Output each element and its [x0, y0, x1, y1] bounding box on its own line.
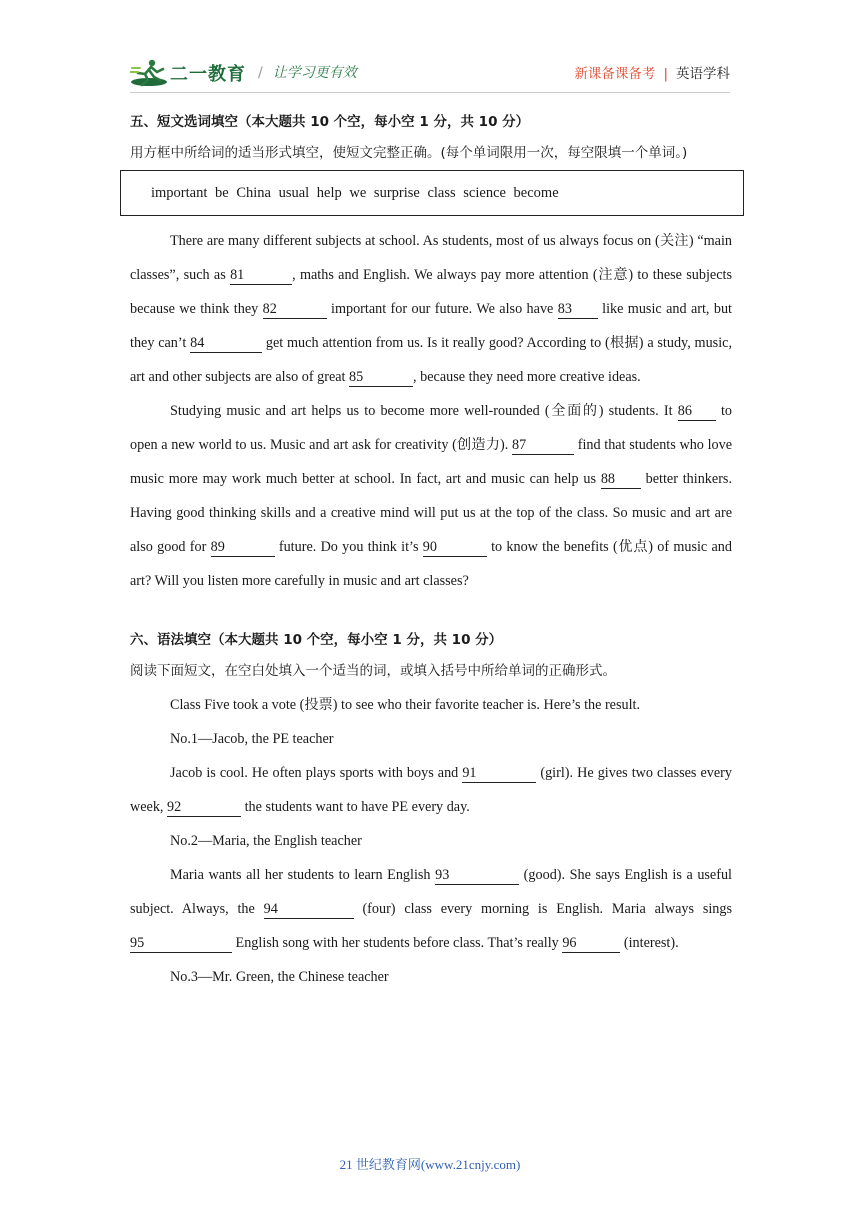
text-run: , because they need more creative ideas. [413, 369, 641, 385]
document-body [130, 108, 732, 994]
blank-86[interactable]: 86 [678, 402, 716, 421]
passage-paragraph-4 [130, 858, 732, 960]
blank-89[interactable]: 89 [211, 538, 275, 557]
heading-no1: No.1—Jacob, the PE teacher [170, 731, 334, 747]
page-header [130, 56, 730, 92]
section6-instruction: 阅读下面短文，在空白处填入一个适当的词，或填入括号中所给单词的正确形式。 [130, 663, 616, 679]
text-run: English song with her students before class. That’s really [232, 935, 563, 951]
text-run: find that students who love music more may work much better at school. In fact, art and music can help us [130, 437, 733, 487]
header-tagline: 新课备课备考 [574, 66, 656, 82]
blank-90[interactable]: 90 [423, 538, 487, 557]
text-run: better thinkers. Having good thinking skills and a creative mind will put us at the top of the class. So music and art are also good for [130, 471, 732, 555]
section6-title: 六、语法填空（本大题共 10 个空，每小空 1 分，共 10 分） [130, 632, 503, 648]
text-run: (interest). [620, 935, 679, 951]
text-run: (good). She says English is a useful subject. Always, the [130, 867, 732, 917]
text-run: to open a new world to us. Music and art ask for creativity (创造力). [130, 403, 732, 453]
text-run: (girl). He gives two classes every week, [130, 765, 732, 815]
slogan-text: 让学习更有效 [272, 65, 357, 81]
logo [130, 58, 246, 88]
section5-instruction: 用方框中所给词的适当形式填空，使短文完整正确。(每个单词限用一次，每空限填一个单词。) [130, 145, 688, 161]
blank-87[interactable]: 87 [512, 436, 574, 455]
blank-96[interactable]: 96 [562, 934, 620, 953]
header-right [574, 62, 730, 82]
page-footer: 21 世纪教育网(www.21cnjy.com) [339, 1157, 521, 1172]
runner-logo-icon [130, 58, 168, 88]
heading-no2: No.2—Maria, the English teacher [170, 833, 362, 849]
blank-82[interactable]: 82 [263, 300, 327, 319]
text-run: Maria wants all her students to learn English [170, 867, 436, 883]
section-gap [130, 598, 732, 626]
blank-88[interactable]: 88 [601, 470, 641, 489]
blank-81[interactable]: 81 [230, 266, 292, 285]
blank-85[interactable]: 85 [349, 368, 413, 387]
blank-83[interactable]: 83 [558, 300, 598, 319]
text-run: important for our future. We also have [326, 301, 558, 317]
passage-intro: Class Five took a vote (投票) to see who their favorite teacher is. Here’s the result. [170, 697, 641, 713]
header-subject: 英语学科 [676, 66, 730, 82]
blank-84[interactable]: 84 [190, 334, 262, 353]
passage-paragraph-3 [130, 756, 732, 824]
text-run: (four) class every morning is English. Maria always sings [353, 901, 732, 917]
slogan [258, 62, 357, 82]
slogan-separator: / [258, 65, 263, 81]
text-run: There are many different subjects at school. As students, most of us always focus on (关注) “main classes”, such as [130, 233, 732, 283]
blank-93[interactable]: 93 [435, 866, 519, 885]
blank-94[interactable]: 94 [264, 900, 354, 919]
text-run: the students want to have PE every day. [241, 799, 470, 815]
text-run: get much attention from us. Is it really good? According to (根据) a study, music, art and other subjects are also of great [130, 335, 732, 385]
word-box: important be China usual help we surprise class science become [120, 170, 744, 216]
text-run: Studying music and art helps us to become more well-rounded (全面的) students. It [170, 403, 678, 419]
section5-title: 五、短文选词填空（本大题共 10 个空，每小空 1 分，共 10 分） [130, 114, 530, 130]
passage-paragraph-2 [130, 394, 732, 598]
text-run: like music and art, but they can’t [130, 301, 732, 351]
blank-95[interactable]: 95 [130, 934, 232, 953]
header-rule [130, 92, 730, 93]
text-run: Jacob is cool. He often plays sports with boys and [170, 765, 463, 781]
blank-91[interactable]: 91 [462, 764, 536, 783]
logo-text: 二一教育 [170, 64, 246, 85]
text-run: future. Do you think it’s [274, 539, 423, 555]
blank-92[interactable]: 92 [167, 798, 241, 817]
text-run: to know the benefits (优点) of music and art? Will you listen more carefully in music and art classes? [130, 539, 732, 589]
text-run: , maths and English. We always pay more attention (注意) to these subjects because we think they [130, 267, 732, 317]
header-divider: | [663, 66, 668, 82]
heading-no3: No.3—Mr. Green, the Chinese teacher [170, 969, 389, 985]
passage-paragraph-1 [130, 224, 732, 394]
